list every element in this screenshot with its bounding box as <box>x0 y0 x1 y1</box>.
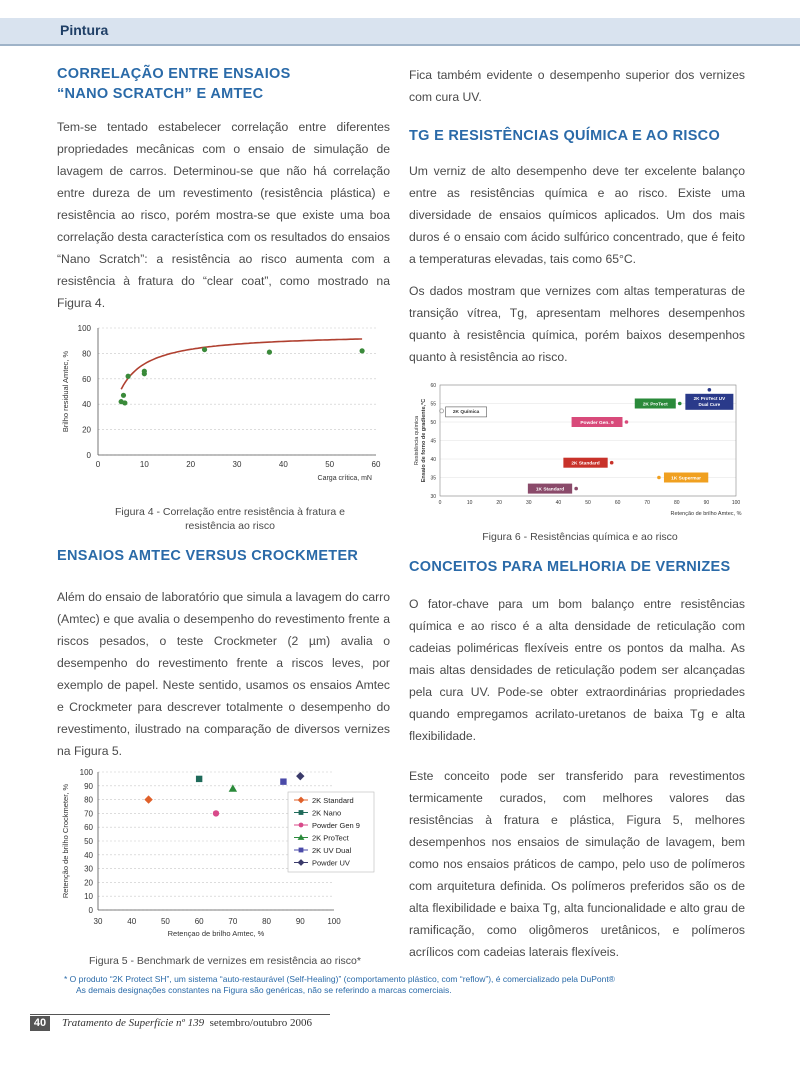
x-tick-label: 60 <box>371 460 381 469</box>
y-tick-label: 40 <box>82 400 91 410</box>
figure-6-caption: Figura 6 - Resistências química e ao risco <box>482 531 678 543</box>
point-label: 2K ProTect <box>642 402 668 408</box>
left-column <box>57 64 390 314</box>
heading-tg: TG E RESISTÊNCIAS QUÍMICA E AO RISCO <box>409 128 721 144</box>
legend-label: 2K ProTect <box>312 833 349 843</box>
x-tick-label: 80 <box>674 500 680 506</box>
data-point <box>202 347 207 352</box>
right-column <box>409 64 745 368</box>
y-tick-label: 40 <box>84 850 93 860</box>
data-point <box>610 461 614 465</box>
y-axis-label: Brilho residual Amtec, % <box>61 350 70 433</box>
y-tick-label: 60 <box>82 374 91 384</box>
data-point <box>142 369 147 374</box>
x-tick-label: 10 <box>466 500 473 506</box>
x-tick-label: 50 <box>325 460 335 469</box>
trend-curve <box>121 339 362 389</box>
paragraph-uv: Fica também evidente o desempenho superior dos vernizes com cura UV. <box>409 68 745 104</box>
section-header-bar <box>0 18 800 46</box>
x-tick-label: 30 <box>232 460 242 469</box>
y-tick-label: 90 <box>84 781 93 791</box>
x-tick-label: 20 <box>186 460 196 469</box>
y-tick-label: 100 <box>79 768 93 777</box>
data-point <box>122 400 127 405</box>
x-axis-label: Carga crítica, mN <box>317 475 372 482</box>
y-tick-label: 20 <box>82 425 91 435</box>
y-tick-label: 60 <box>430 383 436 389</box>
data-point <box>213 810 219 816</box>
footnote-line-1: * O produto “2K Protect SH”, um sistema “auto-restaurável (Self-Healing)” (comportamento plástico, com “reflow”), é comercializado pela DuPont® <box>64 974 615 984</box>
point-label: 1K Supermar <box>671 476 702 482</box>
legend-marker <box>299 848 304 853</box>
heading-line-1: CORRELAÇÃO ENTRE ENSAIOS <box>57 66 291 82</box>
point-label: 2K Química <box>452 409 480 415</box>
left-column-2 <box>57 546 390 762</box>
x-tick-label: 40 <box>278 460 288 469</box>
figure-5-caption: Figura 5 - Benchmark de vernizes em resistência ao risco* <box>89 955 361 967</box>
x-tick-label: 50 <box>585 500 591 506</box>
x-tick-label: 20 <box>496 500 502 506</box>
journal-name <box>62 1017 312 1029</box>
y-tick-label: 50 <box>84 837 93 846</box>
data-point <box>678 402 682 406</box>
y-tick-label: 0 <box>88 906 93 915</box>
paragraph-amtec: Além do ensaio de laboratório que simula a lavagem do carro (Amtec) e que avalia o desempenho do revestimento frente a riscos pesados, o teste Crockmeter (2 µm) avalia o desempenho do revestimento frente a riscos leves, por exemplo de papel. Neste sentido, usamos os ensaios Amtec e Crockmeter para descrever totalmente o desempenho do revestimento, ilustrado na comparação de diversos vernizes na Figura 5. <box>57 590 390 758</box>
x-tick-label: 100 <box>327 917 341 926</box>
x-tick-label: 60 <box>194 917 204 926</box>
point-label: Powder Gen. 9 <box>580 421 614 426</box>
footnote <box>64 974 744 996</box>
x-tick-label: 50 <box>160 917 170 926</box>
y-tick-label: 35 <box>430 475 436 482</box>
data-point <box>121 393 126 398</box>
y-axis-label: Ensaio de forno de gradiente,°C <box>421 398 427 483</box>
x-axis-label: Retenção de brilho Amtec, % <box>670 511 742 517</box>
x-tick-label: 100 <box>731 500 741 506</box>
figure-5-chart <box>58 762 398 948</box>
x-tick-label: 0 <box>95 460 101 469</box>
x-tick-label: 30 <box>526 500 532 506</box>
point-label: Dual Cure <box>698 401 721 407</box>
data-point <box>267 350 272 355</box>
data-point <box>144 795 152 803</box>
x-tick-label: 40 <box>555 500 562 506</box>
legend-marker <box>299 823 304 828</box>
paragraph-correlacao: Tem-se tentado estabelecer correlação entre diferentes propriedades mecânicas com o ensaio de simulação de lavagem de carros. Determinou-se que não há correlação entre dureza de um revestimento (resistência plástica) e resistência ao risco, porém mostra-se que existe uma boa correlação desta característica com os resultados do ensaios “Nano Scratch”: a resistência ao risco aumenta com a resistência à fratura do “clear coat”, como mostrado na Figura 4. <box>57 120 390 310</box>
y-axis-label: Retenção de brilho Crockmeter, % <box>61 783 70 899</box>
y-tick-label: 45 <box>430 438 436 445</box>
journal-date: setembro/outubro 2006 <box>209 1017 312 1029</box>
legend-label: Powder Gen 9 <box>312 821 360 830</box>
x-tick-label: 90 <box>295 917 305 926</box>
x-tick-label: 30 <box>93 917 103 926</box>
data-point <box>657 476 661 480</box>
data-point <box>708 388 712 392</box>
paragraph-dados: Os dados mostram que vernizes com altas temperaturas de transição vítrea, Tg, apresentam melhores desempenhos quanto à resistência química, porém baixos desempenhos quanto à resistência ao risco. <box>409 284 745 364</box>
x-tick-label: 90 <box>703 500 710 506</box>
y-tick-label: 55 <box>430 401 436 408</box>
legend-marker <box>299 810 304 815</box>
data-point <box>280 778 286 784</box>
x-tick-label: 10 <box>139 460 149 469</box>
y-tick-label: 0 <box>86 451 91 460</box>
page-number: 40 <box>30 1016 50 1031</box>
x-tick-label: 60 <box>614 500 621 506</box>
x-axis-label: Retençao de brilho Amtec, % <box>167 929 265 938</box>
y-axis-label: Resistência química <box>414 415 420 466</box>
y-tick-label: 70 <box>84 809 93 819</box>
paragraph-tg: Um verniz de alto desempenho deve ter excelente balanço entre as resistências química e ao risco. Existe uma diversidade de ensaios químicos aplicados. Um dos mais duros é o ensaio com ácido sulfúrico concentrado, que é feito a temperaturas elevadas, tais como 65°C. <box>409 164 745 266</box>
data-point <box>229 784 237 791</box>
y-tick-label: 40 <box>430 457 436 463</box>
y-tick-label: 80 <box>84 795 93 805</box>
legend-label: 2K Nano <box>312 808 342 818</box>
x-tick-label: 70 <box>644 500 650 506</box>
x-tick-label: 70 <box>228 917 238 926</box>
point-label: 2K ProTect UV <box>693 395 726 401</box>
heading-conceitos: CONCEITOS PARA MELHORIA DE VERNIZES <box>409 559 731 575</box>
y-tick-label: 30 <box>430 494 436 500</box>
x-tick-label: 80 <box>262 917 272 926</box>
y-tick-label: 80 <box>82 349 91 359</box>
x-tick-label: 0 <box>438 500 442 506</box>
data-point <box>296 772 304 780</box>
x-tick-label: 40 <box>127 917 137 926</box>
section-title: Pintura <box>60 22 109 38</box>
point-label: 2K Standard <box>571 461 600 467</box>
journal-title: Tratamento de Superfície nº 139 <box>62 1017 205 1029</box>
legend-label: 2K Standard <box>312 796 354 805</box>
y-tick-label: 50 <box>430 420 436 426</box>
footnote-line-2: As demais designações constantes na Figura são genéricas, não se referindo a marcas comerciais. <box>76 985 452 995</box>
y-tick-label: 20 <box>84 878 93 888</box>
right-column-2 <box>409 557 745 963</box>
data-point <box>625 420 629 424</box>
legend-label: Powder UV <box>312 858 350 868</box>
y-tick-label: 10 <box>84 892 93 902</box>
heading-line-2: “NANO SCRATCH” E AMTEC <box>57 86 264 102</box>
y-tick-label: 30 <box>84 864 93 874</box>
y-tick-label: 100 <box>77 324 91 333</box>
data-point <box>126 374 131 379</box>
figure-6-chart <box>410 378 745 523</box>
heading-amtec-crockmeter: ENSAIOS AMTEC VERSUS CROCKMETER <box>57 548 359 564</box>
point-label: 1K Standard <box>535 487 565 493</box>
paragraph-conceito: Este conceito pode ser transferido para revestimentos termicamente curados, com melhores valores das resistências à fratura e plástica, Figura 5, melhores desempenhos nos ensaios de simulação de lavagem, bem como nos ensaios práticos de campo, pelo uso de polímeros com arquitetura definida. Os polímeros preferidos são os de alta flexibilidade e baixa Tg, alta funcionalidade e alto grau de ramificação, como oligômeros uretânicos, e polímeros acrílicos com cadeias laterais flexíveis. <box>409 769 745 959</box>
data-point <box>360 348 365 353</box>
data-point <box>574 487 578 491</box>
heading-correlacao <box>57 64 390 104</box>
y-tick-label: 60 <box>84 823 93 833</box>
legend-label: 2K UV Dual <box>312 846 352 855</box>
figure-4-caption: Figura 4 - Correlação entre resistência à fratura e resistência ao risco <box>115 506 345 532</box>
data-point <box>196 776 202 782</box>
figure-4-chart <box>58 318 393 490</box>
paragraph-fator-chave: O fator-chave para um bom balanço entre resistências química e ao risco é a alta densidade de reticulação com cadeias poliméricas flexíveis entre os pontos da malha. As mais altas densidades de reticulação podem ser alcançadas pela cura UV. Pode-se obter extraordinárias propriedades quando empregamos acrilato-uretanos de baixa Tg e alta flexibilidade. <box>409 597 745 743</box>
